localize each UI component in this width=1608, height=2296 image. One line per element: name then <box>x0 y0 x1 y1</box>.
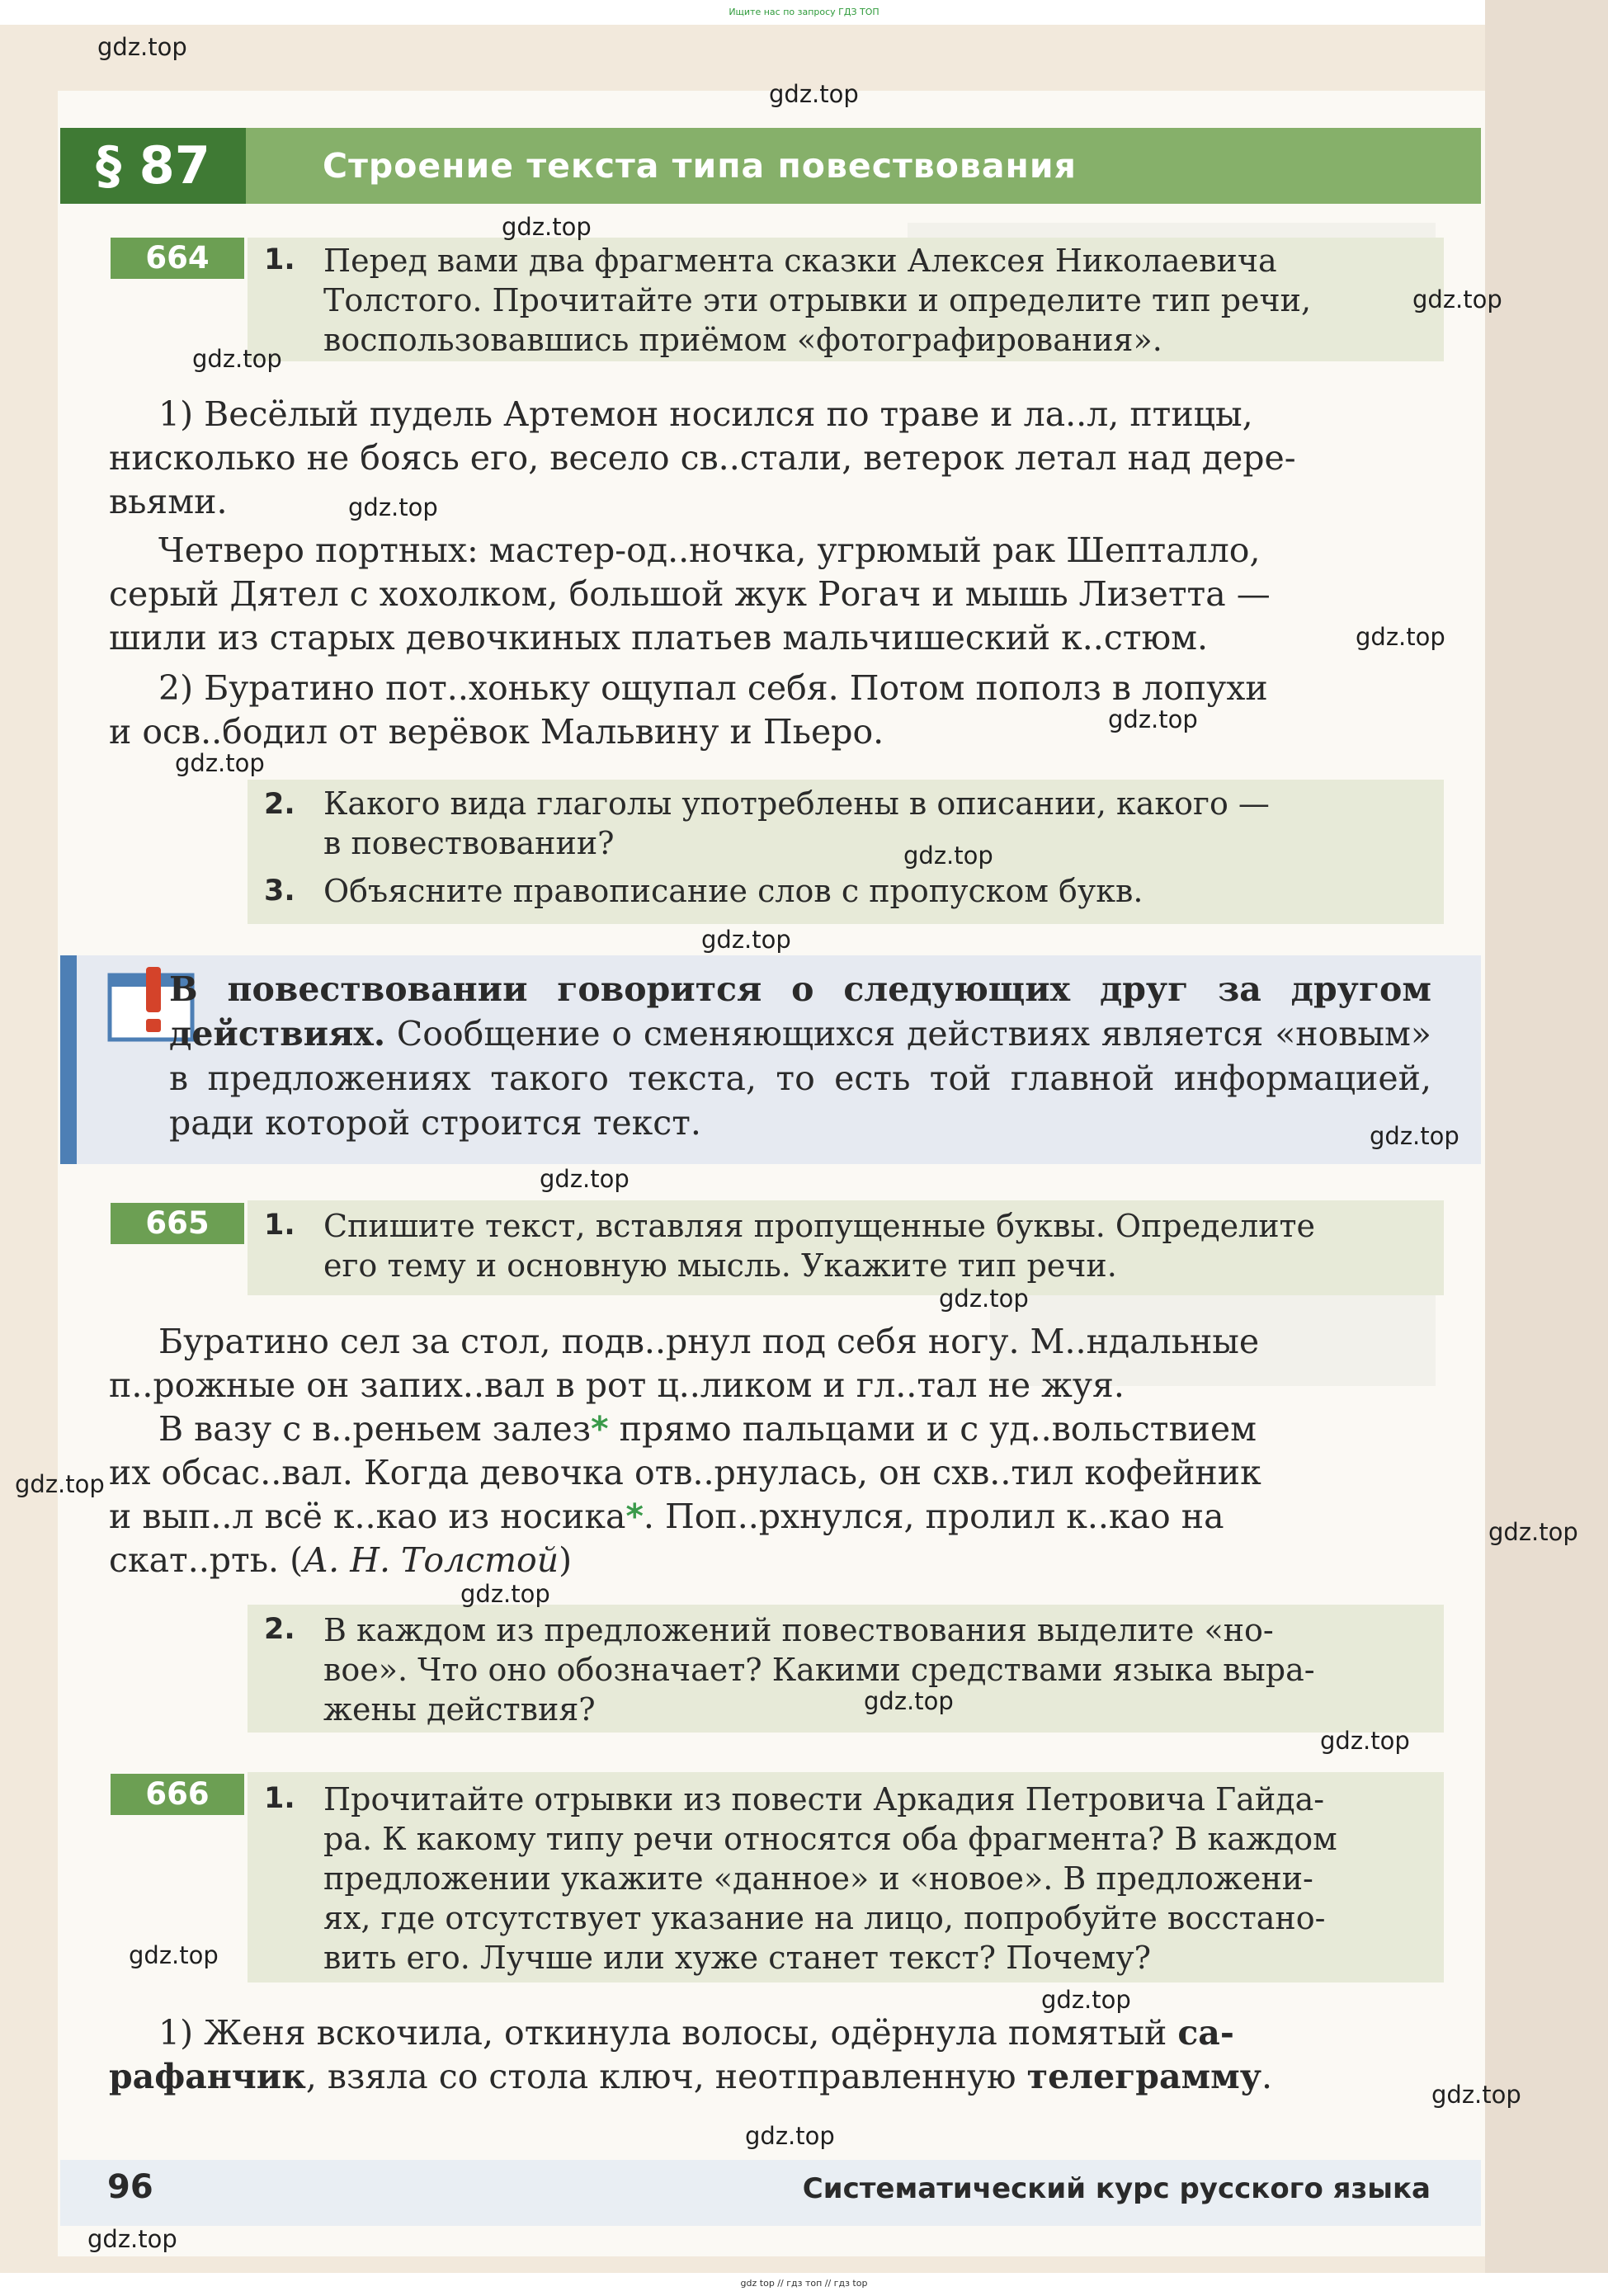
exercise-badge-664: 664 <box>111 238 244 279</box>
task-number: 1. <box>264 243 295 276</box>
text-line: Объясните правописание слов с пропуском букв. <box>323 873 1144 909</box>
text-line: рафанчик, взяла со стола ключ, неотправленную телеграмму. <box>109 2057 1273 2096</box>
watermark: gdz.top <box>129 1941 219 1969</box>
watermark: gdz.top <box>1108 705 1198 733</box>
text-line: вить его. Лучше или хуже станет текст? Почему? <box>323 1940 1152 1976</box>
rule-regular-text: Сообщение о сменяющихся действиях является «новым» в предложениях такого текста, то есть той главной информацией, ради которой строится текст. <box>169 1014 1431 1143</box>
task-instructions <box>323 241 1437 360</box>
text-line: и вып..л всё к..као из носика*. Поп..рхнулся, пролил к..као на <box>109 1497 1224 1536</box>
rule-bold-text: В повествовании говорится о следующих друг за другом действиях. <box>169 969 1431 1054</box>
task-instructions <box>323 784 1437 863</box>
excerpt-text <box>109 1320 1433 1582</box>
watermark: gdz.top <box>502 213 592 241</box>
exercise-badge-665: 665 <box>111 1203 244 1244</box>
task-instructions <box>323 871 1437 911</box>
text-line: Спишите текст, вставляя пропущенные буквы. Определите <box>323 1208 1316 1244</box>
text-line: скат..рть. (А. Н. Толстой) <box>109 1540 573 1580</box>
bottom-banner <box>0 2273 1608 2296</box>
task-instructions <box>323 1780 1437 1978</box>
watermark: gdz.top <box>97 33 187 61</box>
task-number: 1. <box>264 1209 295 1242</box>
text-line: предложении укажите «данное» и «новое». В предложени- <box>323 1860 1313 1897</box>
text-line: жены действия? <box>323 1691 596 1728</box>
text-line: шили из старых девочкиных платьев мальчишеский к..стюм. <box>109 618 1209 658</box>
watermark: gdz.top <box>769 80 859 108</box>
text-line: вьями. <box>109 482 228 521</box>
text-line: воспользовавшись приёмом «фотографирования». <box>323 322 1162 358</box>
task-number: 3. <box>264 875 295 908</box>
text-line: Буратино сел за стол, подв..рнул под себя ногу. М..ндальные <box>158 1322 1260 1361</box>
rule-accent-bar <box>60 955 77 1164</box>
text-line: 1) Женя вскочила, откинула волосы, одёрнула помятый са- <box>158 2013 1234 2053</box>
task-instructions <box>323 1206 1437 1285</box>
page-margin-strip <box>1485 0 1608 2296</box>
text-line: Четверо портных: мастер-од..ночка, угрюмый рак Шепталло, <box>158 530 1261 570</box>
text-line: нисколько не боясь его, весело св..стали, ветерок летал над дере- <box>109 438 1296 478</box>
text-line: их обсас..вал. Когда девочка отв..рнулась, он схв..тил кофейник <box>109 1453 1261 1492</box>
book-title: Систематический курс русского языка <box>802 2172 1431 2205</box>
text-line: Прочитайте отрывки из повести Аркадия Петровича Гайда- <box>323 1781 1325 1817</box>
rule-text <box>169 967 1431 1145</box>
text-line: Какого вида глаголы употреблены в описании, какого — <box>323 785 1270 822</box>
text-line: Толстого. Прочитайте эти отрывки и определите тип речи, <box>323 282 1312 318</box>
task-number: 2. <box>264 788 295 821</box>
watermark: gdz.top <box>175 749 265 777</box>
section-number: § 87 <box>60 128 246 204</box>
watermark: gdz.top <box>1356 623 1445 651</box>
text-line: серый Дятел с хохолком, большой жук Рогач и мышь Лизетта — <box>109 574 1271 614</box>
watermark: gdz.top <box>864 1687 954 1715</box>
author-name: А. Н. Толстой <box>303 1540 559 1580</box>
text-line: его тему и основную мысль. Укажите тип речи. <box>323 1247 1117 1284</box>
task-number: 2. <box>264 1613 295 1646</box>
text-line: в повествовании? <box>323 825 615 861</box>
watermark: gdz.top <box>348 493 438 521</box>
footnote-star: * <box>625 1497 644 1536</box>
excerpt-text <box>109 2011 1433 2099</box>
watermark: gdz.top <box>1041 1986 1131 2014</box>
task-number: 1. <box>264 1782 295 1815</box>
footnote-star: * <box>591 1409 609 1449</box>
bottom-banner-text: gdz top // гдз топ // гдз top <box>740 2278 868 2289</box>
watermark: gdz.top <box>87 2225 177 2253</box>
text-line: п..рожные он запих..вал в рот ц..ликом и гл..тал не жуя. <box>109 1365 1125 1405</box>
watermark: gdz.top <box>1412 285 1502 314</box>
exercise-badge-666: 666 <box>111 1774 244 1815</box>
text-line: В вазу с в..реньем залез* прямо пальцами и с уд..вольствием <box>158 1409 1257 1449</box>
text-line: 2) Буратино пот..хоньку ощупал себя. Потом пополз в лопухи <box>158 668 1268 708</box>
text-line: вое». Что оно обозначает? Какими средствами языка выра- <box>323 1652 1315 1688</box>
watermark: gdz.top <box>15 1470 105 1498</box>
watermark: gdz.top <box>939 1285 1029 1313</box>
watermark: gdz.top <box>1320 1727 1410 1755</box>
watermark: gdz.top <box>540 1165 630 1193</box>
watermark: gdz.top <box>1488 1518 1578 1546</box>
watermark: gdz.top <box>701 926 791 954</box>
top-banner <box>0 0 1608 25</box>
excerpt-text <box>109 393 1433 754</box>
text-line: ра. К какому типу речи относятся оба фрагмента? В каждом <box>323 1821 1337 1857</box>
section-header <box>60 128 1481 204</box>
page-number: 96 <box>107 2168 153 2206</box>
section-title: Строение текста типа повествования <box>323 146 1077 186</box>
watermark: gdz.top <box>460 1580 550 1608</box>
text-line: ях, где отсутствует указание на лицо, попробуйте восстано- <box>323 1900 1326 1936</box>
text-line: В каждом из предложений повествования выделите «но- <box>323 1612 1274 1648</box>
text-line: и осв..бодил от верёвок Мальвину и Пьеро. <box>109 712 884 752</box>
watermark: gdz.top <box>192 345 282 373</box>
top-banner-text: Ищите нас по запросу ГДЗ ТОП <box>729 7 879 17</box>
watermark: gdz.top <box>1431 2081 1521 2109</box>
watermark: gdz.top <box>1370 1122 1459 1150</box>
text-line: Перед вами два фрагмента сказки Алексея Николаевича <box>323 243 1277 279</box>
text-line: 1) Весёлый пудель Артемон носился по траве и ла..л, птицы, <box>158 394 1253 434</box>
watermark: gdz.top <box>903 842 993 870</box>
watermark: gdz.top <box>745 2122 835 2150</box>
